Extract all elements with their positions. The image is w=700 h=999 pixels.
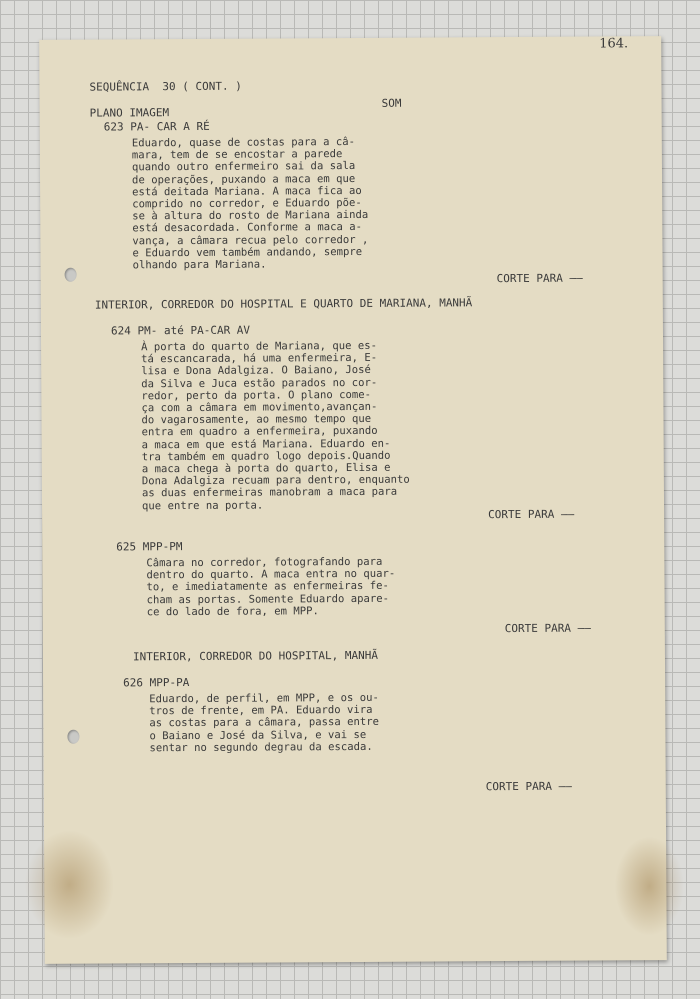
shot-626-code: 626 MPP-PA [123, 676, 190, 690]
description-line: ce do lado de fora, em MPP. [146, 605, 319, 619]
shot-626-transition: CORTE PARA —— [485, 779, 572, 794]
description-line: ça com a câmara em movimento,avançan- [141, 400, 378, 415]
column-image-label: PLANO IMAGEM [89, 106, 170, 120]
description-line: comprido no corredor, e Eduardo põe- [132, 196, 362, 211]
shot-625-description [146, 556, 395, 619]
description-line: as duas enfermeiras manobram a maca para [141, 486, 398, 500]
description-line: e Eduardo vem também andando, sempre [132, 245, 363, 260]
shot-625-transition: CORTE PARA —— [504, 621, 591, 636]
description-line: quando outro enfermeiro sai da sala [131, 160, 356, 174]
description-line: tra também em quadro logo depois.Quando [141, 449, 391, 464]
description-line: Eduardo, quase de costas para a câ- [131, 135, 356, 150]
description-line: do vagarosamente, ao mesmo tempo que [141, 413, 372, 427]
description-line: lisa e Dona Adalgiza. O Baiano, José [141, 364, 371, 378]
description-line: Câmara no corredor, fotografando para [146, 555, 383, 570]
description-line: está desacordada. Conforme a maca a- [132, 221, 362, 235]
description-line: se à altura do rosto de Mariana ainda [132, 209, 369, 223]
description-line: da Silva e Juca estão parados no cor- [141, 376, 378, 390]
description-line: entra em quadro a enfermeira, puxando [141, 425, 378, 439]
description-line: as costas para a câmara, passa entre [149, 716, 380, 730]
shot-623-code: 623 PA- CAR A RÉ [103, 119, 210, 134]
description-line: a maca chega à porta do quarto, Elisa e [141, 461, 391, 476]
description-line: Dona Adalgiza recuam para dentro, enquanto [141, 473, 410, 488]
description-line: que entre na porta. [141, 499, 264, 512]
shot-626-description [149, 692, 379, 754]
water-stain [24, 829, 115, 940]
description-line: está deitada Mariana. A maca fica ao [132, 184, 362, 199]
scene-heading-hospital-corridor: INTERIOR, CORREDOR DO HOSPITAL, MANHÃ [132, 648, 379, 664]
shot-625-code: 625 MPP-PM [116, 540, 183, 554]
column-sound-label: SOM [381, 96, 402, 110]
punch-hole [65, 268, 77, 282]
description-line: redor, perto da porta. O plano come- [141, 388, 372, 403]
description-line: À porta do quarto de Mariana, que es- [141, 339, 378, 354]
scene-heading-hospital-mariana: INTERIOR, CORREDOR DO HOSPITAL E QUARTO DE MARIANA, MANHÃ [94, 296, 473, 312]
description-line: mara, tem de se encostar a parede [131, 148, 343, 162]
description-line: dentro do quarto. A maca entra no quar- [146, 567, 396, 582]
description-line: o Baiano e José da Silva, e vai se [149, 728, 367, 742]
shot-623-transition: CORTE PARA —— [496, 271, 583, 286]
description-line: to, e imediatamente as enfermeiras fe- [146, 580, 389, 594]
description-line: de operações, puxando a maca em que [132, 172, 356, 186]
page-number: 164. [599, 36, 629, 52]
description-line: sentar no segundo degrau da escada. [149, 740, 373, 755]
description-line: a maca em que está Mariana. Eduardo en- [141, 437, 391, 451]
water-stain [614, 836, 685, 936]
shot-624-code: 624 PM- até PA-CAR AV [110, 323, 251, 338]
description-line: tros de frente, em PA. Eduardo vira [149, 704, 373, 718]
description-line: tá escancarada, há uma enfermeira, E- [141, 352, 378, 366]
description-line: Eduardo, de perfil, em MPP, e os ou- [149, 691, 379, 706]
shot-624-transition: CORTE PARA —— [488, 507, 575, 522]
punch-hole [67, 730, 79, 744]
script-page [39, 36, 667, 964]
description-line: cham as portas. Somente Eduardo apare- [146, 592, 390, 606]
description-line: vança, a câmara recua pelo corredor , [132, 233, 369, 247]
shot-623-description [132, 136, 369, 272]
sequence-heading: SEQUÊNCIA 30 ( CONT. ) [89, 79, 242, 94]
shot-624-description [141, 340, 410, 512]
description-line: olhando para Mariana. [132, 258, 267, 272]
